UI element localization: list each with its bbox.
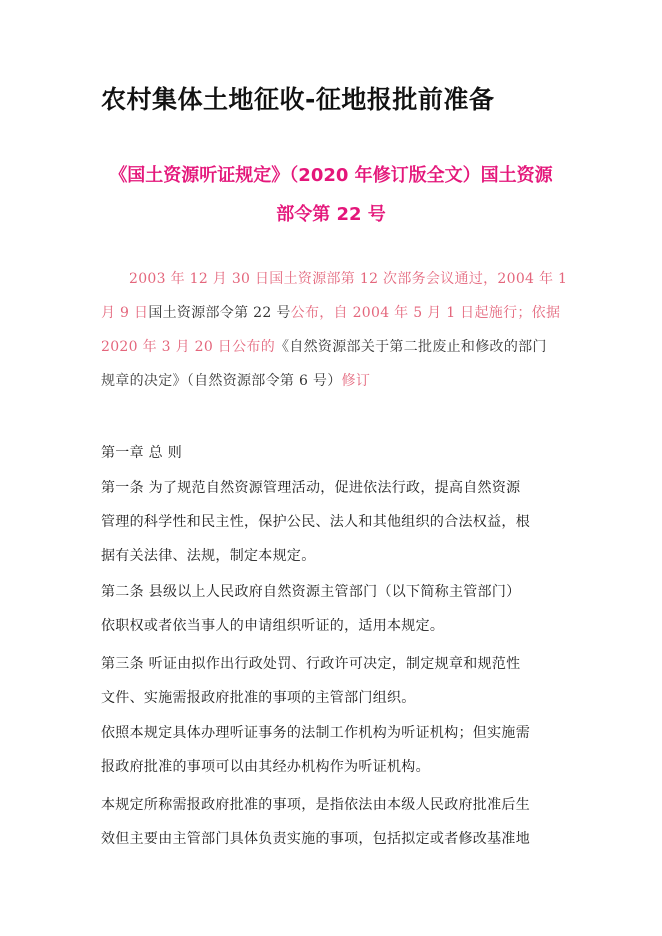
intro-line-2-order: 国土资源部令第 22 号 — [148, 305, 291, 321]
article-3-line-1: 第三条 听证由拟作出行政处罚、行政许可决定，制定规章和规范性 — [101, 656, 521, 672]
article-1-line-3: 据有关法律、法规，制定本规定。 — [101, 548, 316, 564]
chapter-heading: 第一章 总 则 — [101, 445, 182, 461]
article-3-para-3-line-2: 效但主要由主管部门具体负责实施的事项，包括拟定或者修改基准地 — [101, 831, 530, 847]
intro-line-3-date: 2020 年 3 月 20 日公布的 — [101, 339, 276, 355]
regulation-title-line-2: 部令第 22 号 — [276, 204, 386, 225]
intro-line-4-revised: 修订 — [341, 373, 371, 389]
article-2-line-1: 第二条 县级以上人民政府自然资源主管部门（以下简称主管部门） — [101, 584, 521, 600]
article-3-para-2-line-2: 报政府批准的事项可以由其经办机构作为听证机构。 — [101, 759, 430, 775]
article-3-line-2: 文件、实施需报政府批准的事项的主管部门组织。 — [101, 690, 416, 706]
intro-line-3-decision: 《自然资源部关于第二批废止和修改的部门 — [275, 339, 547, 355]
article-1-line-2: 管理的科学性和民主性，保护公民、法人和其他组织的合法权益，根 — [101, 514, 530, 530]
intro-line-2-effective: 公布，自 2004 年 5 月 1 日起施行；依据 — [290, 305, 561, 321]
intro-line-2-date: 月 9 日 — [101, 305, 149, 321]
intro-line-4-decision: 规章的决定》（自然资源部令第 6 号） — [101, 373, 342, 389]
article-1-line-1: 第一条 为了规范自然资源管理活动，促进依法行政，提高自然资源 — [101, 480, 521, 496]
article-2-line-2: 依职权或者依当事人的申请组织听证的，适用本规定。 — [101, 618, 445, 634]
intro-line-1: 2003 年 12 月 30 日国土资源部第 12 次部务会议通过，2004 年 1 — [129, 271, 568, 287]
intro-line-4 — [101, 370, 370, 390]
intro-line-2 — [101, 302, 560, 322]
article-3-para-3-line-1: 本规定所称需报政府批准的事项，是指依法由本级人民政府批准后生 — [101, 797, 530, 813]
regulation-title-line-1: 《国土资源听证规定》（2020 年修订版全文）国土资源 — [109, 165, 553, 186]
document-title: 农村集体土地征收-征地报批前准备 — [101, 85, 495, 114]
article-3-para-2-line-1: 依照本规定具体办理听证事务的法制工作机构为听证机构；但实施需 — [101, 725, 530, 741]
intro-line-3 — [101, 336, 547, 356]
